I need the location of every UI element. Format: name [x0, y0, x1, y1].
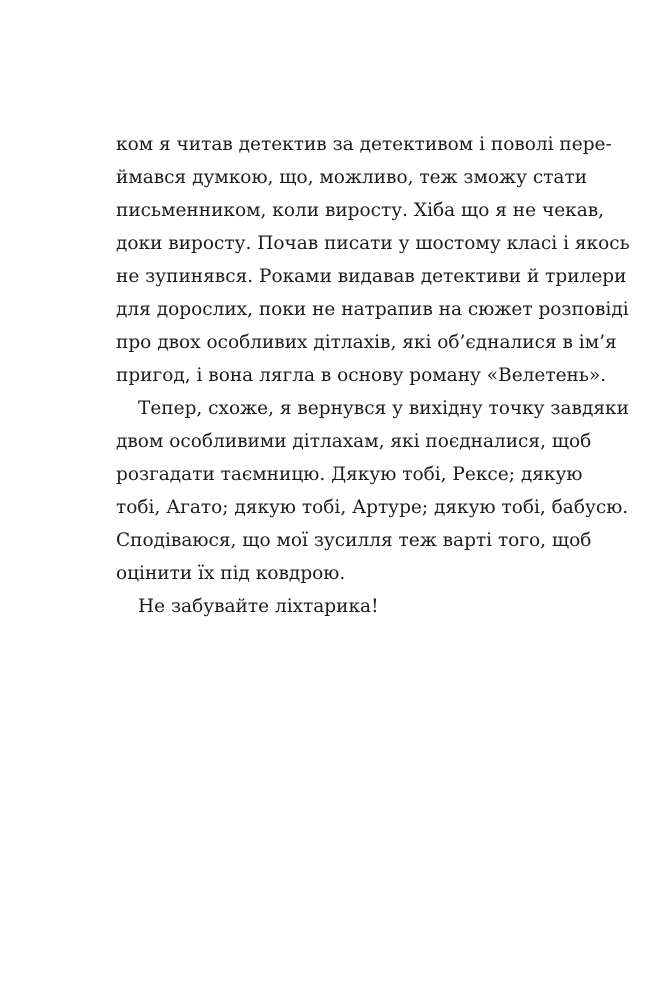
text-line: оцінити їх під ковдрою. [116, 563, 346, 584]
text-line: для дорослих, поки не натрапив на сюжет розповіді [116, 299, 629, 320]
text-line: Сподіваюся, що мої зусилля теж варті того, щоб [116, 530, 592, 551]
text-line: пригод, і вона лягла в основу роману «Велетень». [116, 365, 607, 386]
text-line: письменником, коли виросту. Хіба що я не чекав, [116, 200, 605, 221]
text-line: Не забувайте ліхтарика! [138, 596, 379, 617]
text-line: ком я читав детектив за детективом і поволі пере- [116, 134, 612, 155]
text-line: ймався думкою, що, можливо, теж зможу стати [116, 167, 588, 188]
text-line: доки виросту. Почав писати у шостому класі і якось [116, 233, 630, 254]
text-line: тобі, Агато; дякую тобі, Артуре; дякую тобі, бабусю. [116, 497, 629, 518]
body-text [116, 128, 630, 623]
paragraph-1 [116, 128, 630, 392]
text-line: не зупинявся. Роками видавав детективи й трилери [116, 266, 627, 287]
text-line: розгадати таємницю. Дякую тобі, Рексе; дякую [116, 464, 583, 485]
paragraph-3 [116, 590, 540, 623]
text-line: про двох особливих дітлахів, які об’єдналися в ім’я [116, 332, 617, 353]
paragraph-2 [116, 392, 629, 590]
text-line: двом особливими дітлахам, які поєдналися, щоб [116, 431, 592, 452]
text-line: Тепер, схоже, я вернувся у вихідну точку завдяки [138, 398, 629, 419]
